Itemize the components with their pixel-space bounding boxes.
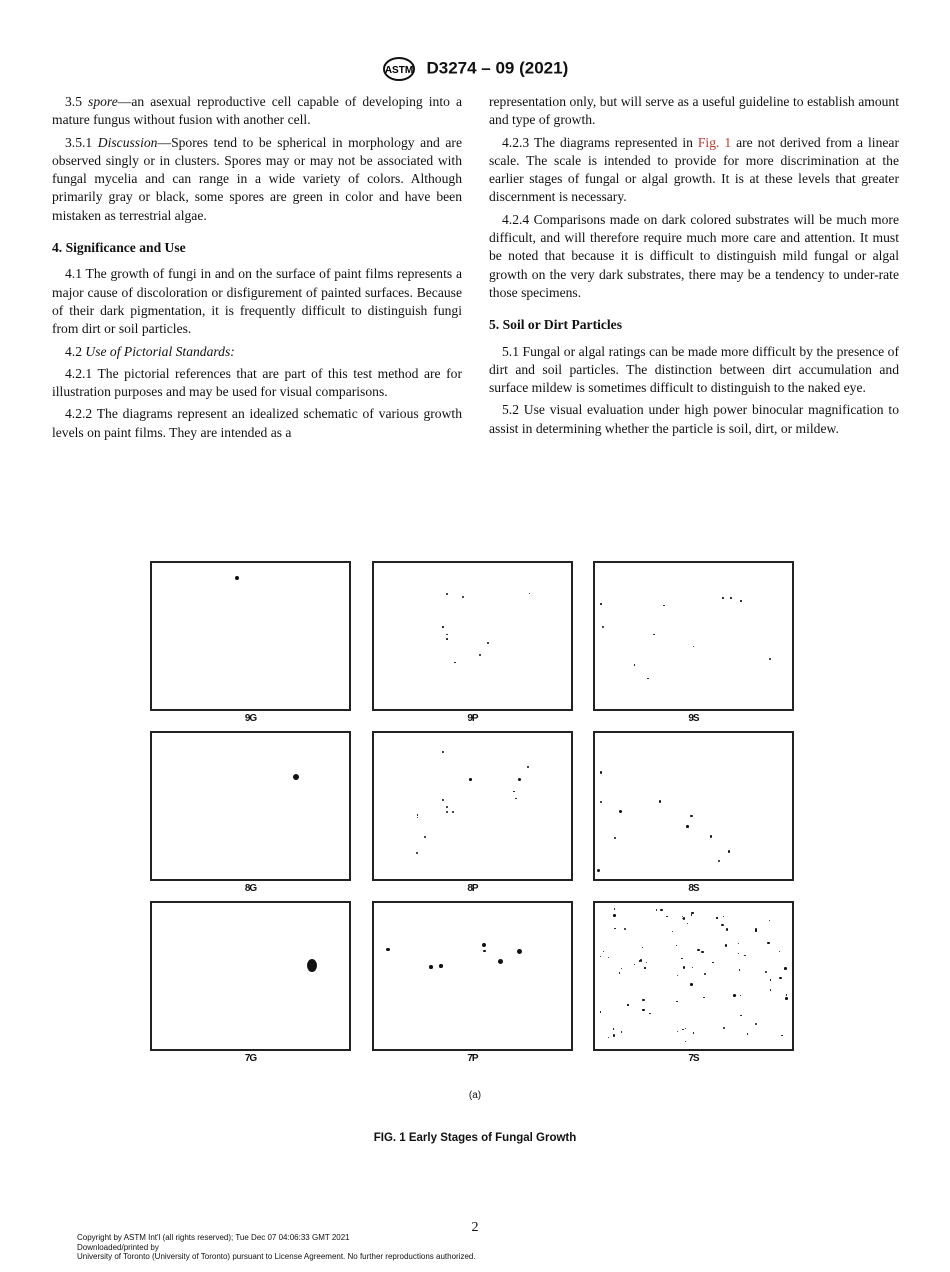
panel-label: 8P [467, 883, 478, 894]
paragraph-4-2-3: 4.2.3 The diagrams represented in Fig. 1 are not derived from a linear scale. The scale is intended to provide for more discrimination at the earlier stages of fungal or algal growth. It is at these levels that greater discernment is necessary. [489, 134, 899, 205]
spore-dot [683, 917, 686, 920]
spore-dot [738, 953, 739, 954]
spore-dot [614, 928, 615, 929]
growth-panel-7g [150, 901, 351, 1051]
spore-dot [677, 1031, 678, 1032]
spore-dot [723, 916, 724, 917]
spore-dot [685, 1041, 686, 1042]
spore-dot [442, 751, 444, 753]
spore-dot [747, 1033, 748, 1034]
spore-dot [656, 909, 657, 910]
spore-dot [642, 999, 645, 1002]
spore-dot [235, 576, 239, 580]
spore-dot [386, 948, 390, 952]
spore-dot [442, 626, 444, 628]
spore-dot [517, 949, 522, 954]
spore-dot [703, 997, 704, 998]
panel-label: 9S [688, 713, 699, 724]
spore-dot [513, 791, 515, 793]
spore-dot [740, 995, 741, 996]
spore-dot [293, 774, 299, 780]
spore-dot [600, 801, 602, 803]
paragraph-4-2-2: 4.2.2 The diagrams represent an idealized schematic of various growth levels on paint films. They are intended as a [52, 406, 462, 440]
spore-dot [424, 836, 426, 838]
spore-dot [462, 596, 464, 598]
spore-dot [691, 914, 692, 915]
spore-dot [779, 977, 782, 980]
paragraph-3-5-1: 3.5.1 Discussion—Spores tend to be spherical in morphology and are observed singly or in clusters. Spores may or may not be associated with fungal mycelia and can range in a wide variety of colors. Although primarily gray or black, some spores are green in color and have been mistaken as terrestrial algae. [52, 134, 462, 223]
spore-dot [744, 955, 745, 956]
spore-dot [725, 944, 728, 947]
spore-dot [677, 975, 678, 976]
astm-logo-icon [382, 56, 416, 82]
spore-dot [642, 947, 643, 948]
designation: D3274 – 09 (2021) [426, 58, 569, 78]
spore-dot [733, 994, 736, 997]
spore-dot [770, 979, 771, 980]
growth-panel-8g [150, 731, 351, 881]
spore-dot [683, 966, 686, 969]
panel-label: 9G [244, 713, 257, 724]
spore-dot [439, 964, 443, 968]
growth-panel-9p [372, 561, 573, 711]
left-column [52, 93, 462, 446]
spore-dot [697, 949, 700, 952]
growth-panel-9g [150, 561, 351, 711]
spore-dot [730, 597, 732, 599]
paragraph-4-2-4: 4.2.4 Comparisons made on dark colored substrates will be much more difficult, and will therefore require much more care and attention. It must be noted that because it is difficult to distinguish mild fungal or algal growth on the very dark substrates, there may be a tendency to under-rate those specimens. [489, 211, 899, 300]
spore-dot [469, 778, 472, 781]
spore-dot [672, 931, 673, 932]
spore-dot [663, 605, 665, 607]
paragraph-4-1: 4.1 The growth of fungi in and on the surface of paint films represents a major cause of discoloration or disfigurement of painted surfaces. Because of their dark pigmentation, it is frequently difficult to distinguish fungi from dirt or soil particles. [52, 266, 462, 337]
spore-dot [482, 943, 486, 947]
spore-dot [676, 1001, 677, 1002]
panel-label: 9P [467, 713, 478, 724]
growth-panel-9s [593, 561, 794, 711]
spore-dot [417, 817, 419, 819]
spore-dot [740, 600, 742, 602]
page-header [0, 56, 950, 82]
spore-dot [621, 1031, 622, 1032]
panel-label: 7G [244, 1053, 257, 1064]
spore-dot [653, 634, 655, 636]
figure-sublabel: (a) [468, 1090, 482, 1101]
spore-dot [600, 771, 603, 774]
spore-dot [769, 920, 770, 921]
spore-dot [644, 967, 645, 968]
spore-dot [483, 950, 486, 953]
spore-dot [718, 860, 720, 862]
spore-dot [687, 923, 688, 924]
spore-dot [682, 916, 683, 917]
spore-dot [690, 815, 693, 818]
footer-line: Copyright by ASTM Int'l (all rights reserved); Tue Dec 07 04:06:33 GMT 2021 [77, 1233, 350, 1242]
right-column [489, 93, 899, 442]
spore-dot [442, 799, 444, 801]
spore-dot [613, 1034, 616, 1037]
spore-dot [608, 1037, 609, 1038]
spore-dot [693, 646, 694, 647]
spore-dot [721, 924, 724, 927]
spore-dot [786, 994, 787, 995]
spore-dot [649, 1013, 650, 1014]
spore-dot [527, 766, 529, 768]
spore-dot [693, 1032, 694, 1033]
spore-dot [634, 664, 636, 666]
spore-dot [710, 835, 713, 838]
spore-dot [452, 811, 455, 814]
spore-dot [716, 917, 717, 918]
spore-dot [624, 928, 627, 931]
spore-dot [627, 1004, 628, 1005]
spore-dot [518, 778, 521, 781]
copyright-footer [77, 1233, 476, 1262]
spore-dot [487, 642, 489, 644]
spore-dot [685, 1028, 686, 1029]
svg-text:ASTM: ASTM [384, 65, 413, 76]
spore-dot [619, 972, 620, 973]
paragraph-5-1: 5.1 Fungal or algal ratings can be made more difficult by the presence of dirt and soil particles. The distinction between dirt accumulation and surface mildew is sometimes difficult to distinguish to the naked eye. [489, 343, 899, 396]
spore-dot [614, 837, 616, 839]
spore-dot [726, 928, 729, 931]
spore-dot [446, 638, 448, 640]
spore-dot [417, 814, 419, 816]
spore-dot [613, 914, 616, 917]
footer-line: Downloaded/printed by [77, 1242, 159, 1252]
spore-dot [640, 959, 643, 962]
spore-dot [682, 918, 683, 919]
spore-dot [738, 943, 739, 944]
spore-dot [647, 678, 649, 680]
spore-dot [608, 957, 609, 958]
panel-label: 7P [467, 1053, 478, 1064]
spore-dot [779, 951, 780, 952]
spore-dot [690, 983, 693, 986]
spore-dot [597, 869, 600, 872]
page-number: 2 [471, 1220, 479, 1235]
panel-label: 8G [244, 883, 257, 894]
paragraph-4-2-1: 4.2.1 The pictorial references that are part of this test method are for illustration purposes and may be used for visual comparisons. [52, 365, 462, 400]
spore-dot [723, 1027, 726, 1030]
spore-dot [429, 965, 433, 969]
spore-dot [602, 626, 605, 629]
spore-dot [755, 1023, 758, 1026]
spore-dot [676, 945, 677, 946]
paragraph-5-2: 5.2 Use visual evaluation under high power binocular magnification to assist in determining whether the particle is soil, dirt, or mildew. [489, 402, 899, 436]
panel-label: 7S [688, 1053, 699, 1064]
paragraph-4-2-2-cont: representation only, but will serve as a useful guideline to establish amount and type of growth. [489, 94, 899, 128]
spore-dot [619, 810, 622, 813]
footer-line: University of Toronto (University of Toronto) pursuant to License Agreement. No further reproductions authorized. [77, 1252, 476, 1261]
spore-dot [498, 959, 503, 964]
spore-dot [739, 969, 740, 970]
spore-dot [600, 1011, 601, 1012]
spore-dot [446, 806, 448, 808]
spore-dot [416, 852, 418, 854]
spore-dot [621, 968, 622, 969]
figure-caption: FIG. 1 Early Stages of Fungal Growth [373, 1132, 577, 1144]
spore-dot [692, 967, 693, 968]
fig-1-link[interactable]: Fig. 1 [697, 134, 732, 150]
growth-panel-7s [593, 901, 794, 1051]
spore-dot [765, 971, 768, 974]
spore-dot [479, 654, 481, 656]
spore-dot [666, 916, 667, 917]
spore-dot [755, 930, 756, 931]
spore-dot [515, 798, 517, 800]
spore-dot [454, 662, 456, 664]
section-heading-4: 4. Significance and Use [52, 240, 186, 256]
spore-dot [614, 908, 615, 909]
spore-dot [446, 811, 448, 813]
spore-dot [682, 1029, 683, 1030]
spore-dot [701, 951, 704, 954]
growth-panel-7p [372, 901, 573, 1051]
spore-dot [613, 1028, 614, 1029]
spore-dot [712, 962, 713, 963]
paragraph-3-5: 3.5 spore—an asexual reproductive cell capable of developing into a mature fungus without fusion with another cell. [52, 94, 462, 128]
spore-dot [646, 962, 647, 963]
section-heading-5: 5. Soil or Dirt Particles [489, 317, 623, 333]
spore-dot [686, 825, 689, 828]
spore-dot [767, 942, 770, 945]
spore-dot [660, 909, 663, 912]
spore-dot [307, 959, 317, 972]
paragraph-4-2: 4.2 Use of Pictorial Standards: [65, 343, 235, 359]
spore-dot [529, 593, 531, 595]
spore-dot [728, 850, 731, 853]
growth-panel-8s [593, 731, 794, 881]
spore-dot [781, 1035, 782, 1036]
spore-dot [770, 989, 771, 990]
spore-dot [600, 603, 602, 605]
growth-panel-8p [372, 731, 573, 881]
spore-dot [600, 956, 601, 957]
spore-dot [740, 1015, 741, 1016]
spore-dot [769, 658, 771, 660]
spore-dot [446, 593, 448, 595]
spore-dot [704, 973, 707, 976]
spore-dot [785, 997, 788, 1000]
spore-dot [446, 634, 448, 636]
spore-dot [722, 597, 724, 599]
spore-dot [784, 967, 787, 970]
spore-dot [681, 958, 682, 959]
spore-dot [603, 951, 604, 952]
panel-label: 8S [688, 883, 699, 894]
spore-dot [659, 800, 662, 803]
spore-dot [634, 964, 635, 965]
